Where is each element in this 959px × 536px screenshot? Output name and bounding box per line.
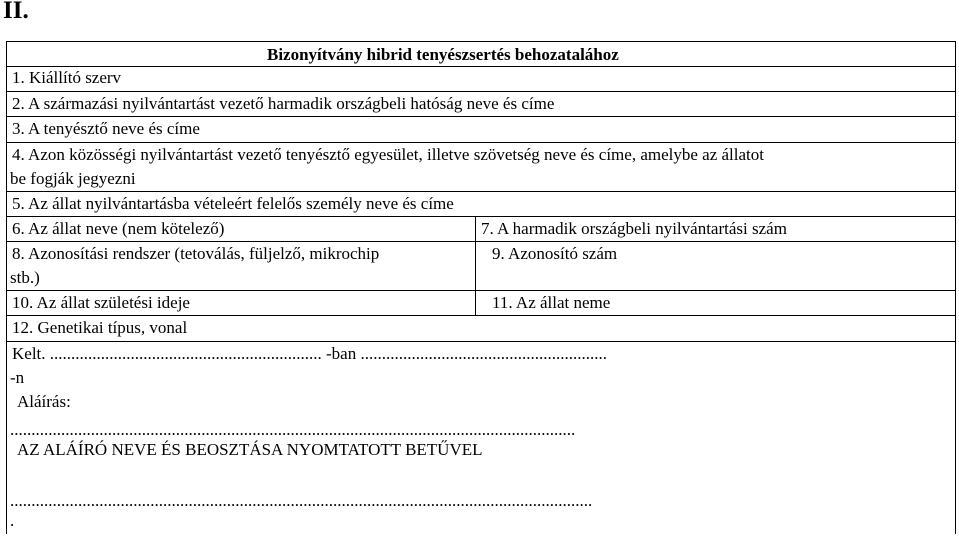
divider xyxy=(6,66,956,67)
divider xyxy=(6,142,956,143)
field-identification-number: 9. Azonosító szám xyxy=(492,244,618,263)
field-breeding-association: 4. Azon közösségi nyilvántartást vezető tenyésztő egyesület, illetve szövetség neve és címe, amelybe az állatot xyxy=(12,145,764,164)
field-breeding-association-cont: be fogják jegyezni xyxy=(10,169,136,188)
column-divider xyxy=(475,216,476,315)
field-identification-system-cont: stb.) xyxy=(10,268,40,287)
signature-line: ..................................................................................................................................... xyxy=(10,420,576,439)
divider xyxy=(6,341,956,342)
section-number: II. xyxy=(3,0,29,24)
signer-name-line: ......................................................................................................................................... xyxy=(10,491,593,510)
divider xyxy=(6,91,956,92)
divider xyxy=(6,191,956,192)
divider xyxy=(6,241,956,242)
signature-date-suffix: -n xyxy=(10,368,25,387)
field-issuing-authority: 1. Kiállító szerv xyxy=(12,68,122,87)
signer-name-caption: AZ ALÁÍRÓ NEVE ÉS BEOSZTÁSA NYOMTATOTT BETŰVEL xyxy=(17,440,483,459)
field-breeder: 3. A tenyésztő neve és címe xyxy=(12,119,200,138)
signature-date-place: Kelt. ................................................................ -ban .......................................................... xyxy=(12,344,607,363)
form-title: Bizonyítvány hibrid tenyészsertés behozatalához xyxy=(267,45,619,64)
field-birth-date: 10. Az állat születési ideje xyxy=(12,293,190,312)
field-sex: 11. Az állat neme xyxy=(492,293,611,312)
field-genetic-type: 12. Genetikai típus, vonal xyxy=(12,318,188,337)
field-animal-name: 6. Az állat neve (nem kötelező) xyxy=(12,219,225,238)
field-identification-system: 8. Azonosítási rendszer (tetoválás, füljelző, mikrochip xyxy=(12,244,380,263)
field-origin-authority: 2. A származási nyilvántartást vezető harmadik országbeli hatóság neve és címe xyxy=(12,94,555,113)
signature-label: Aláírás: xyxy=(17,392,71,411)
divider xyxy=(6,290,956,291)
signer-name-line-end: . xyxy=(10,511,15,530)
divider xyxy=(6,216,956,217)
field-responsible-person: 5. Az állat nyilvántartásba vételeért felelős személy neve és címe xyxy=(12,194,454,213)
divider xyxy=(6,315,956,316)
certificate-form xyxy=(6,41,956,534)
field-registration-number: 7. A harmadik országbeli nyilvántartási szám xyxy=(481,219,787,238)
divider xyxy=(6,116,956,117)
